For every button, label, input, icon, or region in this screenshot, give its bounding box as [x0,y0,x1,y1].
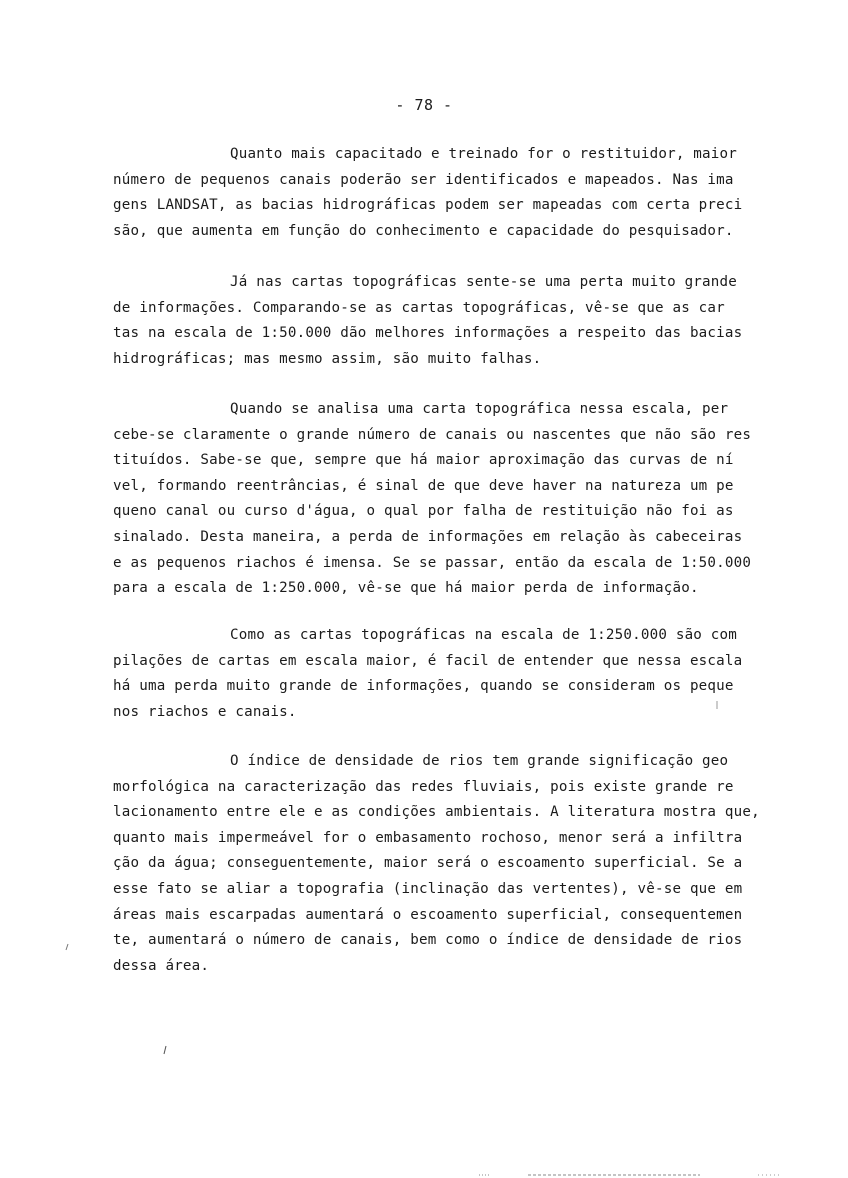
paragraph-line: cebe-se claramente o grande número de canais ou nascentes que não são res [113,426,752,443]
paragraph-line: hidrográficas; mas mesmo assim, são muito falhas. [113,350,542,367]
page-number: - 78 - [395,96,453,114]
paragraph-line: para a escala de 1:250.000, vê-se que há maior perda de informação. [113,580,699,597]
paragraph-line: há uma perda muito grande de informações, quando se consideram os peque [113,678,734,695]
paragraph-line: te, aumentará o número de canais, bem como o índice de densidade de rios [113,932,743,949]
paragraph-line: e as pequenos riachos é imensa. Se se passar, então da escala de 1:50.000 [113,554,752,571]
paragraph-line: áreas mais escarpadas aumentará o escoamento superficial, consequentemen [113,906,743,923]
paragraph-line: esse fato se aliar a topografia (inclinação das vertentes), vê-se que em [113,880,743,897]
paragraph-line: dessa área. [113,957,210,974]
paragraph-line: nos riachos e canais. [113,703,297,720]
paragraph-line: queno canal ou curso d'água, o qual por falha de restituição não foi as [113,503,734,520]
paragraph-line: ção da água; conseguentemente, maior será o escoamento superficial. Se a [113,855,743,872]
paragraph-line: Como as cartas topográficas na escala de 1:250.000 são com [230,627,738,643]
paragraph-line: número de pequenos canais poderão ser identificados e mapeados. Nas ima [113,171,734,188]
paragraph-line: tas na escala de 1:50.000 dão melhores informações a respeito das bacias [113,325,743,342]
speck [164,1046,166,1054]
paragraph-line: vel, formando reentrâncias, é sinal de que deve haver na natureza um pe [113,477,734,494]
paragraph-line: morfológica na caracterização das redes fluviais, pois existe grande re [113,778,734,795]
paragraph-line: gens LANDSAT, as bacias hidrográficas podem ser mapeadas com certa preci [113,197,743,214]
paragraph-line: Já nas cartas topográficas sente-se uma perta muito grande [230,274,738,290]
paragraph-line: O índice de densidade de rios tem grande significação geo [230,753,729,769]
paragraph-line: quanto mais impermeável for o embasamento rochoso, menor será a infiltra [113,829,743,846]
paragraph-line: Quando se analisa uma carta topográfica nessa escala, per [230,401,729,417]
paragraph-line: lacionamento entre ele e as condições ambientais. A literatura mostra que, [113,804,760,821]
paragraph-line: sinalado. Desta maneira, a perda de informações em relação às cabeceiras [113,528,743,545]
paragraph-line: de informações. Comparando-se as cartas topográficas, vê-se que as car [113,299,725,316]
paragraph-line: são, que aumenta em função do conhecimento e capacidade do pesquisador. [113,222,734,239]
speck [66,944,68,950]
paragraph-line: pilações de cartas em escala maior, é facil de entender que nessa escala [113,652,743,669]
paragraph-line: tituídos. Sabe-se que, sempre que há maior aproximação das curvas de ní [113,452,734,469]
paragraph-line: Quanto mais capacitado e treinado for o restituidor, maior [230,146,738,162]
